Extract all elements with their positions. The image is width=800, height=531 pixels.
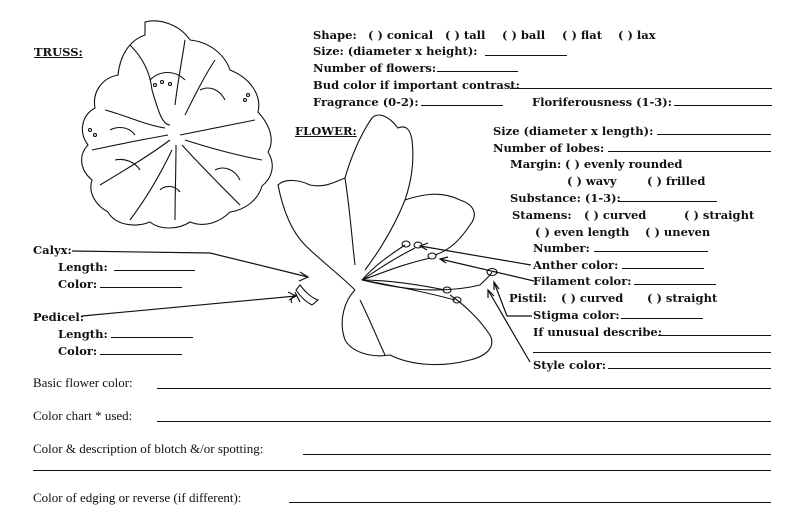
- edging-field[interactable]: [289, 502, 771, 503]
- flower-stigma-field[interactable]: [621, 318, 703, 319]
- truss-size-field[interactable]: [485, 55, 567, 56]
- stamens-option-straight[interactable]: ( ) straight: [684, 208, 755, 222]
- pedicel-length-field[interactable]: [111, 337, 193, 338]
- margin-option-frilled[interactable]: ( ) frilled: [647, 174, 706, 188]
- flower-heading: FLOWER:: [295, 124, 357, 138]
- pedicel-length-label: Length:: [58, 327, 108, 341]
- flower-unusual-field[interactable]: [658, 335, 771, 336]
- color-chart-label: Color chart * used:: [33, 408, 133, 423]
- flower-margin-label: Margin:: [510, 157, 562, 171]
- flower-drawing-icon: [278, 115, 497, 365]
- pedicel-label: Pedicel:: [33, 310, 84, 324]
- calyx-color-field[interactable]: [100, 287, 182, 288]
- basic-color-field[interactable]: [157, 388, 771, 389]
- truss-shape-option-ball[interactable]: ( ) ball: [502, 28, 546, 42]
- calyx-length-label: Length:: [58, 260, 108, 274]
- flower-lobes-label: Number of lobes:: [493, 141, 605, 155]
- truss-floriferousness-label: Floriferousness (1-3):: [532, 95, 672, 109]
- blotch-field-line2[interactable]: [33, 470, 771, 471]
- flower-number-field[interactable]: [594, 251, 708, 252]
- pedicel-color-label: Color:: [58, 344, 98, 358]
- flower-substance-label: Substance: (1-3):: [510, 191, 621, 205]
- flower-unusual-label: If unusual describe:: [533, 325, 662, 339]
- basic-color-label: Basic flower color:: [33, 375, 133, 390]
- flower-stamens-label: Stamens:: [512, 208, 572, 222]
- stamens-option-uneven[interactable]: ( ) uneven: [645, 225, 711, 239]
- truss-bud-color-label: Bud color if important contrast:: [313, 78, 520, 92]
- truss-fragrance-field[interactable]: [421, 105, 503, 106]
- calyx-icon: [296, 285, 318, 305]
- truss-shape-option-tall[interactable]: ( ) tall: [445, 28, 486, 42]
- calyx-length-field[interactable]: [114, 270, 195, 271]
- flower-style-field[interactable]: [608, 368, 771, 369]
- truss-size-label: Size: (diameter x height):: [313, 44, 478, 58]
- flower-number-label: Number:: [533, 241, 590, 255]
- flower-filament-label: Filament color:: [533, 274, 632, 288]
- pointer-lines: [72, 243, 534, 362]
- flower-style-label: Style color:: [533, 358, 607, 372]
- truss-shape-label: Shape:: [313, 28, 357, 42]
- stamens-option-even-length[interactable]: ( ) even length: [535, 225, 630, 239]
- calyx-label: Calyx:: [33, 243, 72, 257]
- margin-option-wavy[interactable]: ( ) wavy: [567, 174, 617, 188]
- flower-pistil-label: Pistil:: [509, 291, 547, 305]
- truss-heading: TRUSS:: [34, 45, 83, 59]
- truss-shape-option-flat[interactable]: ( ) flat: [562, 28, 603, 42]
- flower-anther-label: Anther color:: [533, 258, 619, 272]
- flower-size-label: Size (diameter x length):: [493, 124, 654, 138]
- flower-size-field[interactable]: [657, 134, 771, 135]
- calyx-color-label: Color:: [58, 277, 98, 291]
- truss-number-flowers-field[interactable]: [437, 71, 518, 72]
- pistil-option-straight[interactable]: ( ) straight: [647, 291, 718, 305]
- blotch-label: Color & description of blotch &/or spotting:: [33, 441, 264, 456]
- flower-substance-field[interactable]: [619, 201, 717, 202]
- truss-drawing-icon: [82, 21, 273, 228]
- truss-bud-color-field[interactable]: [510, 88, 772, 89]
- truss-number-flowers-label: Number of flowers:: [313, 61, 437, 75]
- flower-unusual-field-line2[interactable]: [533, 352, 771, 353]
- pedicel-color-field[interactable]: [100, 354, 182, 355]
- pistil-option-curved[interactable]: ( ) curved: [561, 291, 624, 305]
- truss-floriferousness-field[interactable]: [674, 105, 772, 106]
- flower-anther-field[interactable]: [622, 268, 704, 269]
- color-chart-field[interactable]: [157, 421, 771, 422]
- truss-fragrance-label: Fragrance (0-2):: [313, 95, 419, 109]
- stamens-option-curved[interactable]: ( ) curved: [584, 208, 647, 222]
- blotch-field[interactable]: [303, 454, 771, 455]
- truss-shape-option-conical[interactable]: ( ) conical: [368, 28, 434, 42]
- truss-shape-option-lax[interactable]: ( ) lax: [618, 28, 656, 42]
- margin-option-evenly-rounded[interactable]: ( ) evenly rounded: [565, 157, 683, 171]
- flower-filament-field[interactable]: [634, 284, 716, 285]
- edging-label: Color of edging or reverse (if different):: [33, 490, 242, 505]
- flower-lobes-field[interactable]: [608, 151, 771, 152]
- flower-stigma-label: Stigma color:: [533, 308, 620, 322]
